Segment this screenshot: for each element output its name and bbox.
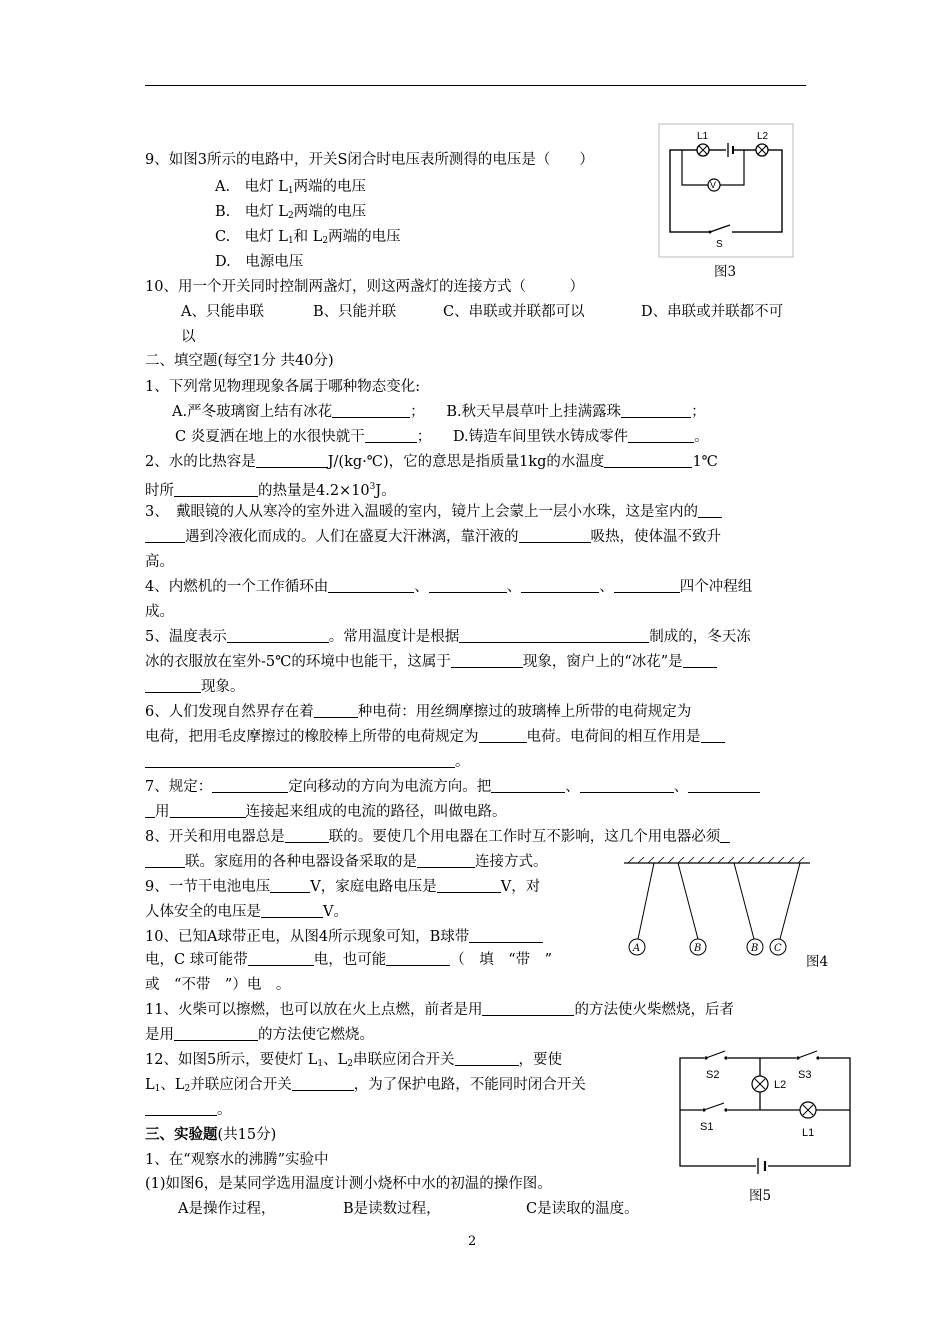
q10-option-a: A、只能串联	[181, 304, 264, 320]
fill-q2-line1: 2、水的比热容是 J/(kg·℃)，它的意思是指质量1kg的水温度 1℃	[145, 454, 718, 470]
fill-q7-line2: 用 连接起来组成的电流的路径，叫做电路。	[145, 802, 507, 822]
fill-q3-line2: 遇到冷液化而成的。人们在盛夏大汗淋漓，靠汗液的 吸热，使体温不致升	[145, 527, 721, 547]
q9-option-c: C. 电灯 $L_1$和 $L_2$两端的电压	[215, 229, 401, 246]
fill-q6-line2: 电荷，把用毛皮摩擦过的橡胶棒上所带的电荷规定为 电荷。电荷间的相互作用是	[145, 727, 725, 747]
q10-option-b: B、只能并联	[313, 304, 397, 320]
label-l1: L1	[697, 131, 709, 142]
experiment-q1-part1-a: A是操作过程，	[178, 1201, 276, 1217]
label-l1: L1	[802, 1127, 815, 1139]
q9-stem: 9、如图3所示的电路中，开关S闭合时电压表所测得的电压是（ ）	[145, 152, 594, 168]
fill-q8-line2: 联。家庭用的各种电器设备采取的是 连接方式。	[145, 852, 548, 872]
ball-c-label: C	[774, 943, 782, 954]
fill-q3-line3: 高。	[145, 554, 174, 570]
figure-4-caption: 图4	[806, 954, 829, 970]
section-3-heading: 三、实验题(共15分)	[145, 1126, 277, 1143]
experiment-q1: 1、在“观察水的沸腾”实验中	[145, 1152, 329, 1168]
label-s2: S2	[706, 1069, 720, 1081]
q9-option-b: B. 电灯 $L_2$两端的电压	[215, 204, 367, 221]
label-l2: L2	[774, 1079, 787, 1091]
fill-q11-line1: 11、火柴可以擦燃，也可以放在火上点燃，前者是用 的方法使火柴燃烧，后者	[145, 1002, 734, 1018]
experiment-q1-part1-c: C是读取的温度。	[526, 1201, 639, 1217]
fill-q7-line1: 7、规定： 定向移动的方向为电流方向。把 、 、	[145, 777, 760, 797]
q10-option-d-wrap: 以	[181, 329, 196, 345]
fill-q6-line1: 6、人们发现自然界存在着 种电荷：用丝绸摩擦过的玻璃棒上所带的电荷规定为	[145, 704, 692, 720]
ball-a-label: A	[633, 943, 641, 954]
fill-q5-line3: 现象。	[145, 677, 245, 697]
ball-b-label: B	[694, 943, 702, 954]
figure-3-circuit	[658, 123, 794, 258]
label-s3: S3	[798, 1069, 812, 1081]
figure-5-circuit	[676, 1048, 854, 1176]
label-s: S	[716, 239, 723, 250]
fill-q9-line2: 人体安全的电压是 V。	[145, 904, 348, 920]
fill-q5-line2: 冰的衣服放在室外-5℃的环境中也能干，这属于 现象，窗户上的“冰花”是	[145, 652, 717, 672]
fill-q11-line2: 是用 的方法使它燃烧。	[145, 1027, 374, 1043]
fill-q3-line1: 3、 戴眼镜的人从寒冷的室外进入温暖的室内，镜片上会蒙上一层小水珠，这是室内的	[145, 502, 722, 522]
q9-option-d: D. 电源电压	[215, 254, 304, 270]
ball-b2-label: B	[751, 943, 759, 954]
fill-q1-cd: C 炎夏洒在地上的水很快就干 ； D.铸造车间里铁水铸成零件 。	[175, 429, 709, 445]
figure-3-caption: 图3	[714, 264, 737, 280]
fill-q4-line2: 成。	[145, 604, 174, 620]
header-rule	[145, 85, 806, 86]
experiment-q1-part1: (1)如图6，是某同学选用温度计测小烧杯中水的初温的操作图。	[145, 1176, 552, 1192]
fill-q12-line2: $L_1$、$L_2$并联应闭合开关 ，为了保护电路，不能同时闭合开关	[145, 1077, 586, 1094]
figure-4-pith-balls	[624, 857, 812, 963]
fill-q1-ab: A.严冬玻璃窗上结有冰花 ； B.秋天早晨草叶上挂满露珠 ；	[172, 404, 706, 420]
q10-option-d: D、串联或并联都不可	[641, 304, 784, 320]
figure-5-caption: 图5	[749, 1188, 772, 1204]
section-2-heading: 二、填空题(每空1分 共40分)	[145, 353, 334, 369]
fill-q8-line1: 8、开关和用电器总是 联的。要使几个用电器在工作时互不影响，这几个用电器必须	[145, 827, 730, 847]
fill-q6-line3: 。	[145, 752, 470, 772]
fill-q4-line1: 4、内燃机的一个工作循环由 、 、 、 四个冲程组	[145, 579, 753, 595]
page-number: 2	[468, 1234, 477, 1249]
fill-q2-line2: 时所 的热量是$4.2\times 10^3J$。	[145, 482, 396, 499]
q10-option-c: C、串联或并联都可以	[443, 304, 585, 320]
fill-q9-line1: 9、一节干电池电压 V，家庭电路电压是 V，对	[145, 879, 541, 895]
fill-q12-line1: 12、如图5所示，要使灯 $L_1$、$L_2$串联应闭合开关 ，要使	[145, 1052, 563, 1069]
fill-q12-line3: 。	[145, 1100, 232, 1120]
q9-option-a: A. 电灯 $L_1$两端的电压	[215, 179, 367, 196]
voltmeter-label: V	[710, 180, 717, 190]
experiment-q1-part1-b: B是读数过程，	[343, 1201, 441, 1217]
fill-q10-line3: 或 “不带 ”）电 。	[145, 977, 291, 993]
label-s1: S1	[700, 1121, 714, 1133]
label-l2: L2	[757, 131, 769, 142]
fill-q10-line1: 10、已知A球带正电，从图4所示现象可知，B球带	[145, 927, 543, 947]
q10-stem: 10、用一个开关同时控制两盏灯，则这两盏灯的连接方式（ ）	[145, 279, 584, 295]
fill-q1: 1、下列常见物理现象各属于哪种物态变化:	[145, 379, 421, 395]
fill-q10-line2: 电，C 球可能带 电，也可能 （ 填 “带 ”	[145, 952, 553, 968]
fill-q5-line1: 5、温度表示 。常用温度计是根据 制成的，冬天冻	[145, 629, 751, 645]
